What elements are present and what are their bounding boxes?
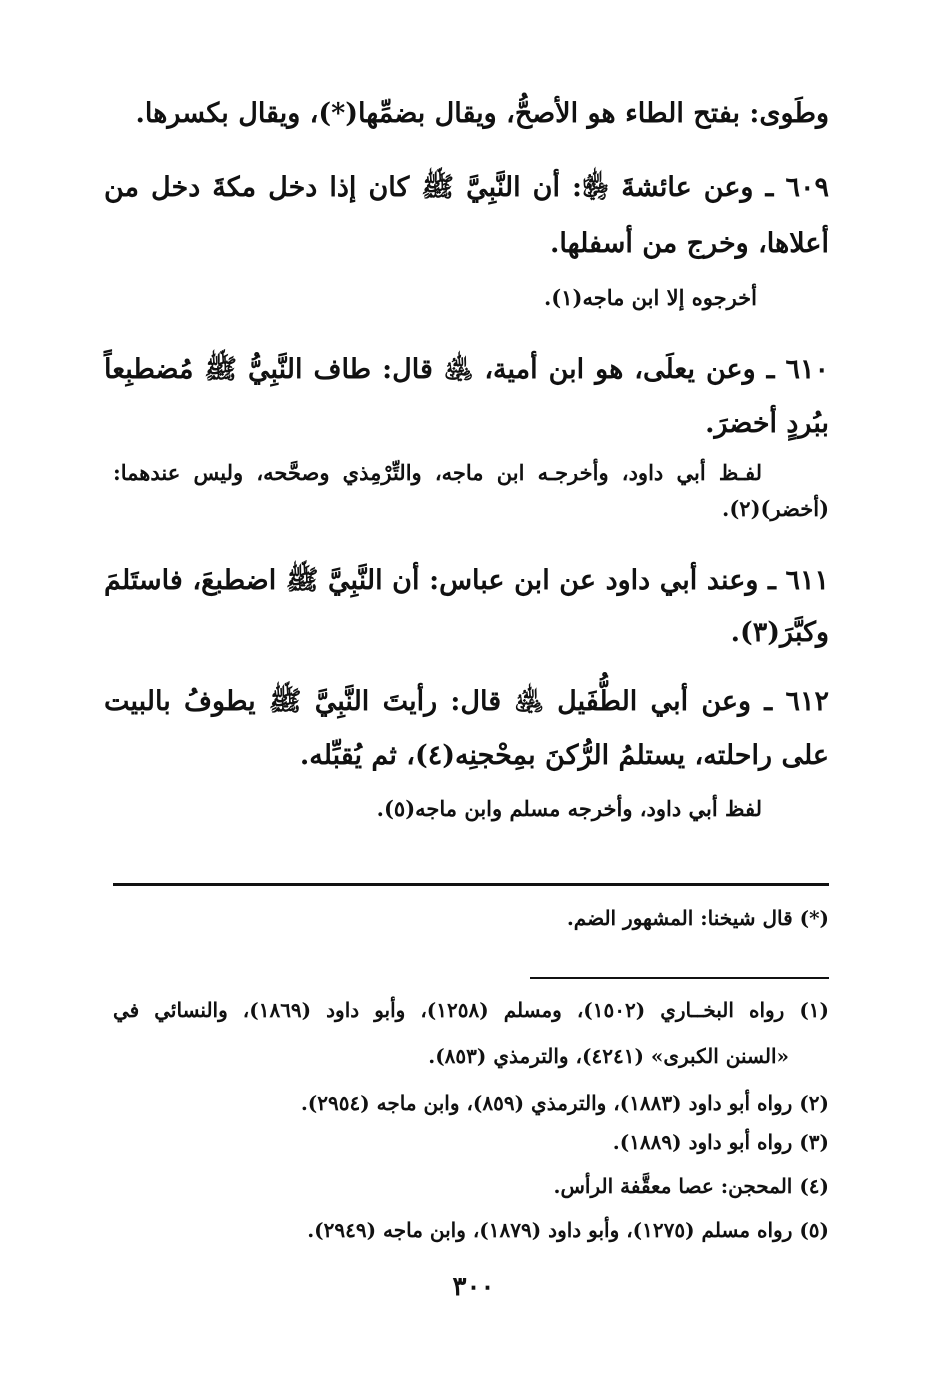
hadith-611-line-2: وكبَّرَ(٣). xyxy=(730,617,829,648)
footnote-3: (٣) رواه أبو داود (١٨٨٩). xyxy=(612,1130,829,1154)
footnote-1-line-1: (١) رواه البخــاري (١٥٠٢)، ومسلم (١٢٥٨)، وأبو داود (١٨٦٩)، والنسائي في xyxy=(113,998,830,1022)
footnote-5: (٥) رواه مسلم (١٢٧٥)، وأبو داود (١٨٧٩)، وابن ماجه (٢٩٤٩). xyxy=(307,1218,829,1242)
hadith-609-line-1: ٦٠٩ ـ وعن عائشةَ ﵂: أن النَّبِيَّ ﷺ كان إذا دخل مكةَ دخل من xyxy=(104,172,829,203)
footnote-2: (٢) رواه أبو داود (١٨٨٣)، والترمذي (٨٥٩)، وابن ماجه (٢٩٥٤). xyxy=(300,1091,829,1115)
footnote-1-line-2: «السنن الكبرى» (٤٢٤١)، والترمذي (٨٥٣). xyxy=(428,1044,789,1068)
hadith-612-line-2: على راحلته، يستلمُ الرُّكنَ بمِحْجنِه(٤)، ثم يُقبِّله. xyxy=(299,740,829,771)
intro-line-1: وطَوى: بفتح الطاء هو الأصحُّ، ويقال بضمِّها(*)، ويقال بكسرها. xyxy=(135,98,829,129)
page-number: ٣٠٠ xyxy=(452,1272,495,1302)
footnote-divider xyxy=(530,977,829,979)
hadith-612-source: لفظ أبي داود، وأخرجه مسلم وابن ماجه(٥). xyxy=(376,796,762,821)
hadith-610-line-2: ببُردٍ أخضرَ. xyxy=(705,408,829,439)
hadith-609-line-2: أعلاها، وخرج من أسفلها. xyxy=(550,228,829,259)
hadith-610-line-1: ٦١٠ ـ وعن يعلَى، هو ابن أمية، ﵁ قال: طاف النَّبِيُّ ﷺ مُضطبِعاً xyxy=(104,354,829,385)
footnote-4: (٤) المحجن: عصا معقَّفة الرأس. xyxy=(553,1174,829,1198)
footnote-separator xyxy=(113,883,829,886)
hadith-610-source-1: لفـظ أبي داود، وأخرجـه ابن ماجه، والتِّرْمِذي وصحَّحه، وليس عندهما: xyxy=(113,460,762,485)
hadith-611-line-1: ٦١١ ـ وعند أبي داود عن ابن عباس: أن النَّبِيَّ ﷺ اضطبعَ، فاستَلمَ xyxy=(104,565,829,596)
star-footnote: (*) قال شيخنا: المشهور الضم. xyxy=(566,906,829,930)
hadith-612-line-1: ٦١٢ ـ وعن أبي الطُّفَيل ﵁ قال: رأيتَ النَّبِيَّ ﷺ يطوفُ بالبيت xyxy=(104,686,829,717)
hadith-609-source: أخرجوه إلا ابن ماجه(١). xyxy=(544,285,757,310)
hadith-610-source-2: (أخضر)(٢). xyxy=(722,496,829,521)
